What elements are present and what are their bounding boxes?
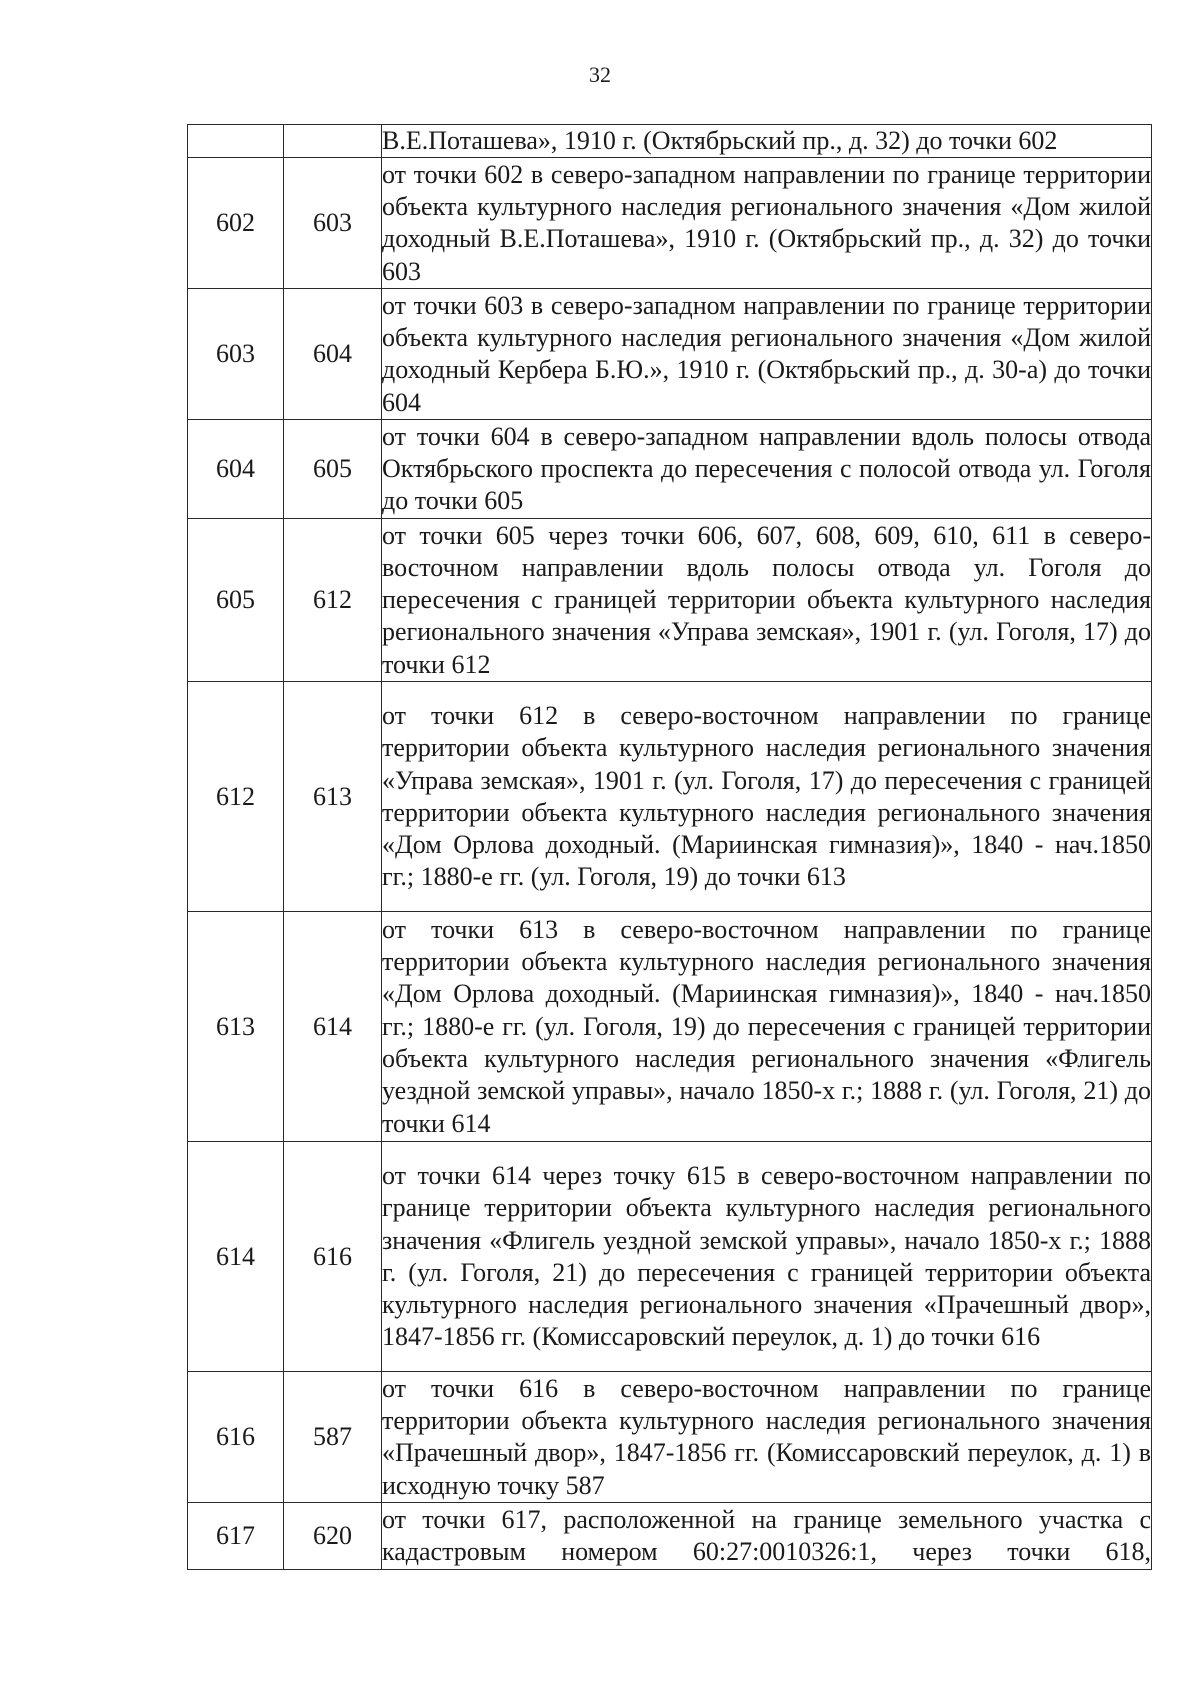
route-description-cell: от точки 612 в северо-восточном направлении по границе территории объекта культурного наследия регионального значения «Управа земская», 1901 г. (ул. Гоголя, 17) до пересечения с границей территории объекта культурного наследия регионального значения «Дом Орлова доходный. (Мариинская гимназия)», 1840 - нач.1850 гг.; 1880-е гг. (ул. Гоголя, 19) до точки 613: [382, 682, 1152, 912]
route-description-cell: от точки 602 в северо-западном направлении по границе территории объекта культурного наследия регионального значения «Дом жилой доходный В.Е.Поташева», 1910 г. (Октябрьский пр., д. 32) до точки 603: [382, 158, 1152, 289]
from-point-cell: 614: [188, 1142, 284, 1372]
page-number: 32: [589, 62, 611, 87]
from-point-cell: 616: [188, 1372, 284, 1503]
table-row: [188, 420, 1152, 519]
route-description-cell: от точки 617, расположенной на границе земельного участка с кадастровым номером 60:27:0010326:1, через точки 618,: [382, 1503, 1152, 1570]
table-row: [188, 1372, 1152, 1503]
route-description-cell: от точки 604 в северо-западном направлении вдоль полосы отвода Октябрьского проспекта до пересечения с полосой отвода ул. Гоголя до точки 605: [382, 420, 1152, 519]
from-point-cell: 602: [188, 158, 284, 289]
route-description-cell: от точки 603 в северо-западном направлении по границе территории объекта культурного наследия регионального значения «Дом жилой доходный Кербера Б.Ю.», 1910 г. (Октябрьский пр., д. 30-а) до точки 604: [382, 289, 1152, 420]
to-point-cell: 603: [284, 158, 382, 289]
table-row: [188, 125, 1152, 158]
from-point-cell: 612: [188, 682, 284, 912]
from-point-cell: 604: [188, 420, 284, 519]
route-description-cell: от точки 605 через точки 606, 607, 608, 609, 610, 611 в северо-восточном направлении вдоль полосы отвода ул. Гоголя до пересечения с границей территории объекта культурного наследия регионального значения «Управа земская», 1901 г. (ул. Гоголя, 17) до точки 612: [382, 519, 1152, 682]
from-point-cell: 617: [188, 1503, 284, 1570]
table-row: [188, 682, 1152, 912]
to-point-cell: 587: [284, 1372, 382, 1503]
to-point-cell: [284, 125, 382, 158]
to-point-cell: 613: [284, 682, 382, 912]
table-row: [188, 1142, 1152, 1372]
to-point-cell: 616: [284, 1142, 382, 1372]
route-description-cell: В.Е.Поташева», 1910 г. (Октябрьский пр., д. 32) до точки 602: [382, 125, 1152, 158]
table-row: [188, 912, 1152, 1142]
from-point-cell: 603: [188, 289, 284, 420]
route-description-cell: от точки 613 в северо-восточном направлении по границе территории объекта культурного наследия регионального значения «Дом Орлова доходный. (Мариинская гимназия)», 1840 - нач.1850 гг.; 1880-е гг. (ул. Гоголя, 19) до пересечения с границей территории объекта культурного наследия регионального значения «Флигель уездной земской управы», начало 1850-х г.; 1888 г. (ул. Гоголя, 21) до точки 614: [382, 912, 1152, 1142]
to-point-cell: 612: [284, 519, 382, 682]
table-row: [188, 158, 1152, 289]
from-point-cell: 613: [188, 912, 284, 1142]
route-description-cell: от точки 616 в северо-восточном направлении по границе территории объекта культурного наследия регионального значения «Прачешный двор», 1847-1856 гг. (Комиссаровский переулок, д. 1) в исходную точку 587: [382, 1372, 1152, 1503]
from-point-cell: [188, 125, 284, 158]
boundary-route-table: [187, 124, 1152, 1570]
to-point-cell: 614: [284, 912, 382, 1142]
to-point-cell: 605: [284, 420, 382, 519]
table-row: [188, 289, 1152, 420]
to-point-cell: 620: [284, 1503, 382, 1570]
route-description-cell: от точки 614 через точку 615 в северо-восточном направлении по границе территории объекта культурного наследия регионального значения «Флигель уездной земской управы», начало 1850-х г.; 1888 г. (ул. Гоголя, 21) до пересечения с границей территории объекта культурного наследия регионального значения «Прачешный двор», 1847-1856 гг. (Комиссаровский переулок, д. 1) до точки 616: [382, 1142, 1152, 1372]
to-point-cell: 604: [284, 289, 382, 420]
from-point-cell: 605: [188, 519, 284, 682]
table-row: [188, 519, 1152, 682]
table-row: [188, 1503, 1152, 1570]
